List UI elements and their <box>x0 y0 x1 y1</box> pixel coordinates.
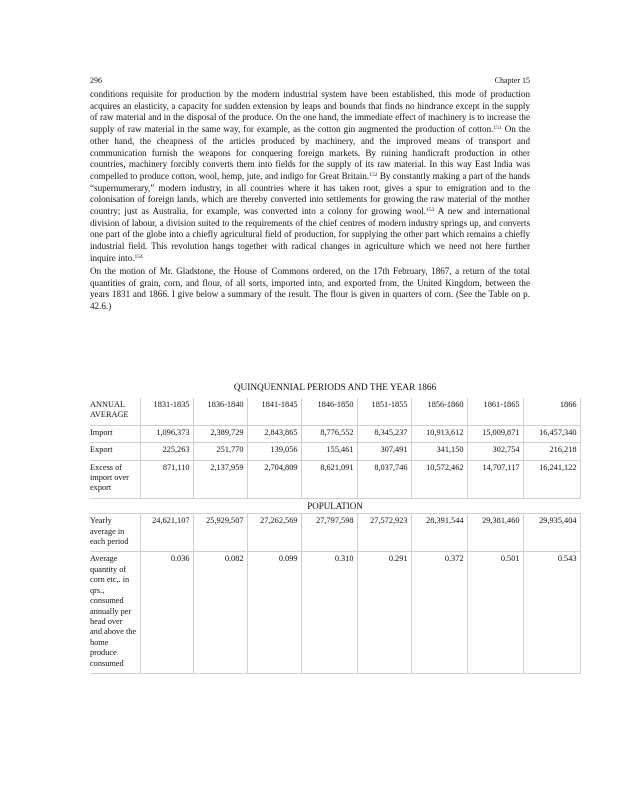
table-cell: 10,913,612 <box>411 425 467 442</box>
table-cell: 871,110 <box>140 460 193 498</box>
paragraph-segment: By constantly making a part of the hands “supernumerary,” modern industry, in all countries where it has taken root, gives a spur to emigration and to the colonisation of foreign lands, which are thereby converted into settlements for growing the raw material of the mother country; just as Australia, for example, was converted into a colony for growing wool. <box>90 170 531 217</box>
paragraph-segment: On the other hand, the cheapness of the articles produced by machinery, and the improved means of transport and communication furnish the weapons for conquering foreign markets. By ruining handicraft production in other countries, machinery forcibly converts them into fields for the supply of its raw material. In this way East India was compelled to produce cotton, wool, hemp, jute, and indigo for Great Britain. <box>90 124 530 181</box>
footnote-ref-153[interactable]: 153 <box>425 207 435 214</box>
body-text <box>90 89 530 314</box>
paragraph-gladstone: On the motion of Mr. Gladstone, the House of Commons ordered, on the 17th February, 1867, a return of the total quantities of grain, corn, and flour, of all sorts, imported into, and exported from, the United Kingdom, between the years 1831 and 1866. I give below a summary of the result. The flour is given in quarters of corn. (See the Table on p. 42.6.) <box>90 266 530 312</box>
table-cell: 10,572,462 <box>411 460 467 498</box>
table-cell: 139,056 <box>247 443 301 460</box>
table-cell: 14,707,117 <box>467 460 523 498</box>
footnote-ref-151[interactable]: 151 <box>493 125 502 132</box>
row-label: Yearly average in each period <box>90 514 140 552</box>
table-cell: 15,009,871 <box>467 425 523 442</box>
table-cell: 251,770 <box>193 443 247 460</box>
table-title: QUINQUENNIAL PERIODS AND THE YEAR 1866 <box>233 383 437 393</box>
chapter-title: Chapter 15 <box>494 76 530 85</box>
table-cell: 1851-1855 <box>357 398 411 425</box>
footnote-ref-154[interactable]: 154 <box>134 253 143 260</box>
table-cell: 1836-1840 <box>193 398 247 425</box>
table-cell: 16,241,122 <box>523 460 580 498</box>
table-cell: 25,929,507 <box>193 514 247 552</box>
table-cell: 0.310 <box>301 552 357 673</box>
table-cell: 27,262,569 <box>247 514 301 552</box>
table-cell: 24,621,107 <box>140 514 193 552</box>
table-cell: 2,704,809 <box>247 460 301 498</box>
table-cell: 29,381,460 <box>467 514 523 552</box>
table-cell: 2,137,959 <box>193 460 247 498</box>
table-row <box>90 514 580 552</box>
table-cell: 155,461 <box>301 443 357 460</box>
paragraph-segment: A new and international division of labour, a division suited to the requirements of the chief centres of modern industry springs up, and converts one part of the globe into a chiefly agricultural field of production, for supplying the other part which remains a chiefly industrial field. This revolution hangs together with radical changes in agriculture which we need not here further inquire into. <box>90 206 530 263</box>
table-cell: 27,797,598 <box>301 514 357 552</box>
table-cell: 1861-1865 <box>467 398 523 425</box>
paragraph-machinery <box>90 89 530 265</box>
table-cell: 0.501 <box>467 552 523 673</box>
row-label: ANNUAL AVERAGE <box>90 398 140 425</box>
population-heading: POPULATION <box>90 498 580 513</box>
table-row <box>90 460 580 498</box>
row-label: Import <box>90 425 140 442</box>
table-cell: 8,776,552 <box>301 425 357 442</box>
table-cell: 0.543 <box>523 552 580 673</box>
table-cell: 0.291 <box>357 552 411 673</box>
grain-table <box>90 398 581 674</box>
page-header <box>90 75 530 87</box>
table-cell: 0.036 <box>140 552 193 673</box>
table-cell: 1866 <box>523 398 580 425</box>
table-cell: 1831-1835 <box>140 398 193 425</box>
row-label: Average quantity of corn etc,. in qrs., consumed annually per head over and above the home produce consumed <box>90 552 140 673</box>
table-cell: 1846-1850 <box>301 398 357 425</box>
population-heading-row <box>90 498 580 513</box>
table-row <box>90 443 580 460</box>
page-number: 296 <box>90 76 102 85</box>
table-cell: 0.372 <box>411 552 467 673</box>
table-cell: 302,754 <box>467 443 523 460</box>
table-cell: 16,457,340 <box>523 425 580 442</box>
table-cell: 8,345,237 <box>357 425 411 442</box>
paragraph-segment: conditions requisite for production by the modern industrial system have been established, this mode of production acquires an elasticity, a capacity for sudden extension by leaps and bounds that finds no hindrance except in the supply of raw material and in the disposal of the produce. On the one hand, the immediate effect of machinery is to increase the supply of raw material in the same way, for example, as the cotton gin augmented the production of cotton. <box>90 89 530 135</box>
footnote-ref-152[interactable]: 152 <box>369 171 378 178</box>
table-cell: 8,037,746 <box>357 460 411 498</box>
table-header-row <box>90 398 580 425</box>
table-cell: 216,218 <box>523 443 580 460</box>
table-cell: 8,621,091 <box>301 460 357 498</box>
table-cell: 0.099 <box>247 552 301 673</box>
row-label: Excess of import over export <box>90 460 140 498</box>
table-cell: 1841-1845 <box>247 398 301 425</box>
table-cell: 341,150 <box>411 443 467 460</box>
table-cell: 225,263 <box>140 443 193 460</box>
table-cell: 27,572,923 <box>357 514 411 552</box>
table-row <box>90 425 580 442</box>
table-cell: 29,935,404 <box>523 514 580 552</box>
table-cell: 28,391,544 <box>411 514 467 552</box>
table-cell: 307,491 <box>357 443 411 460</box>
table-cell: 1856-1860 <box>411 398 467 425</box>
table-row <box>90 552 580 673</box>
table-cell: 2,843,865 <box>247 425 301 442</box>
table-cell: 0.082 <box>193 552 247 673</box>
table-cell: 2,389,729 <box>193 425 247 442</box>
table-cell: 1,096,373 <box>140 425 193 442</box>
row-label: Export <box>90 443 140 460</box>
